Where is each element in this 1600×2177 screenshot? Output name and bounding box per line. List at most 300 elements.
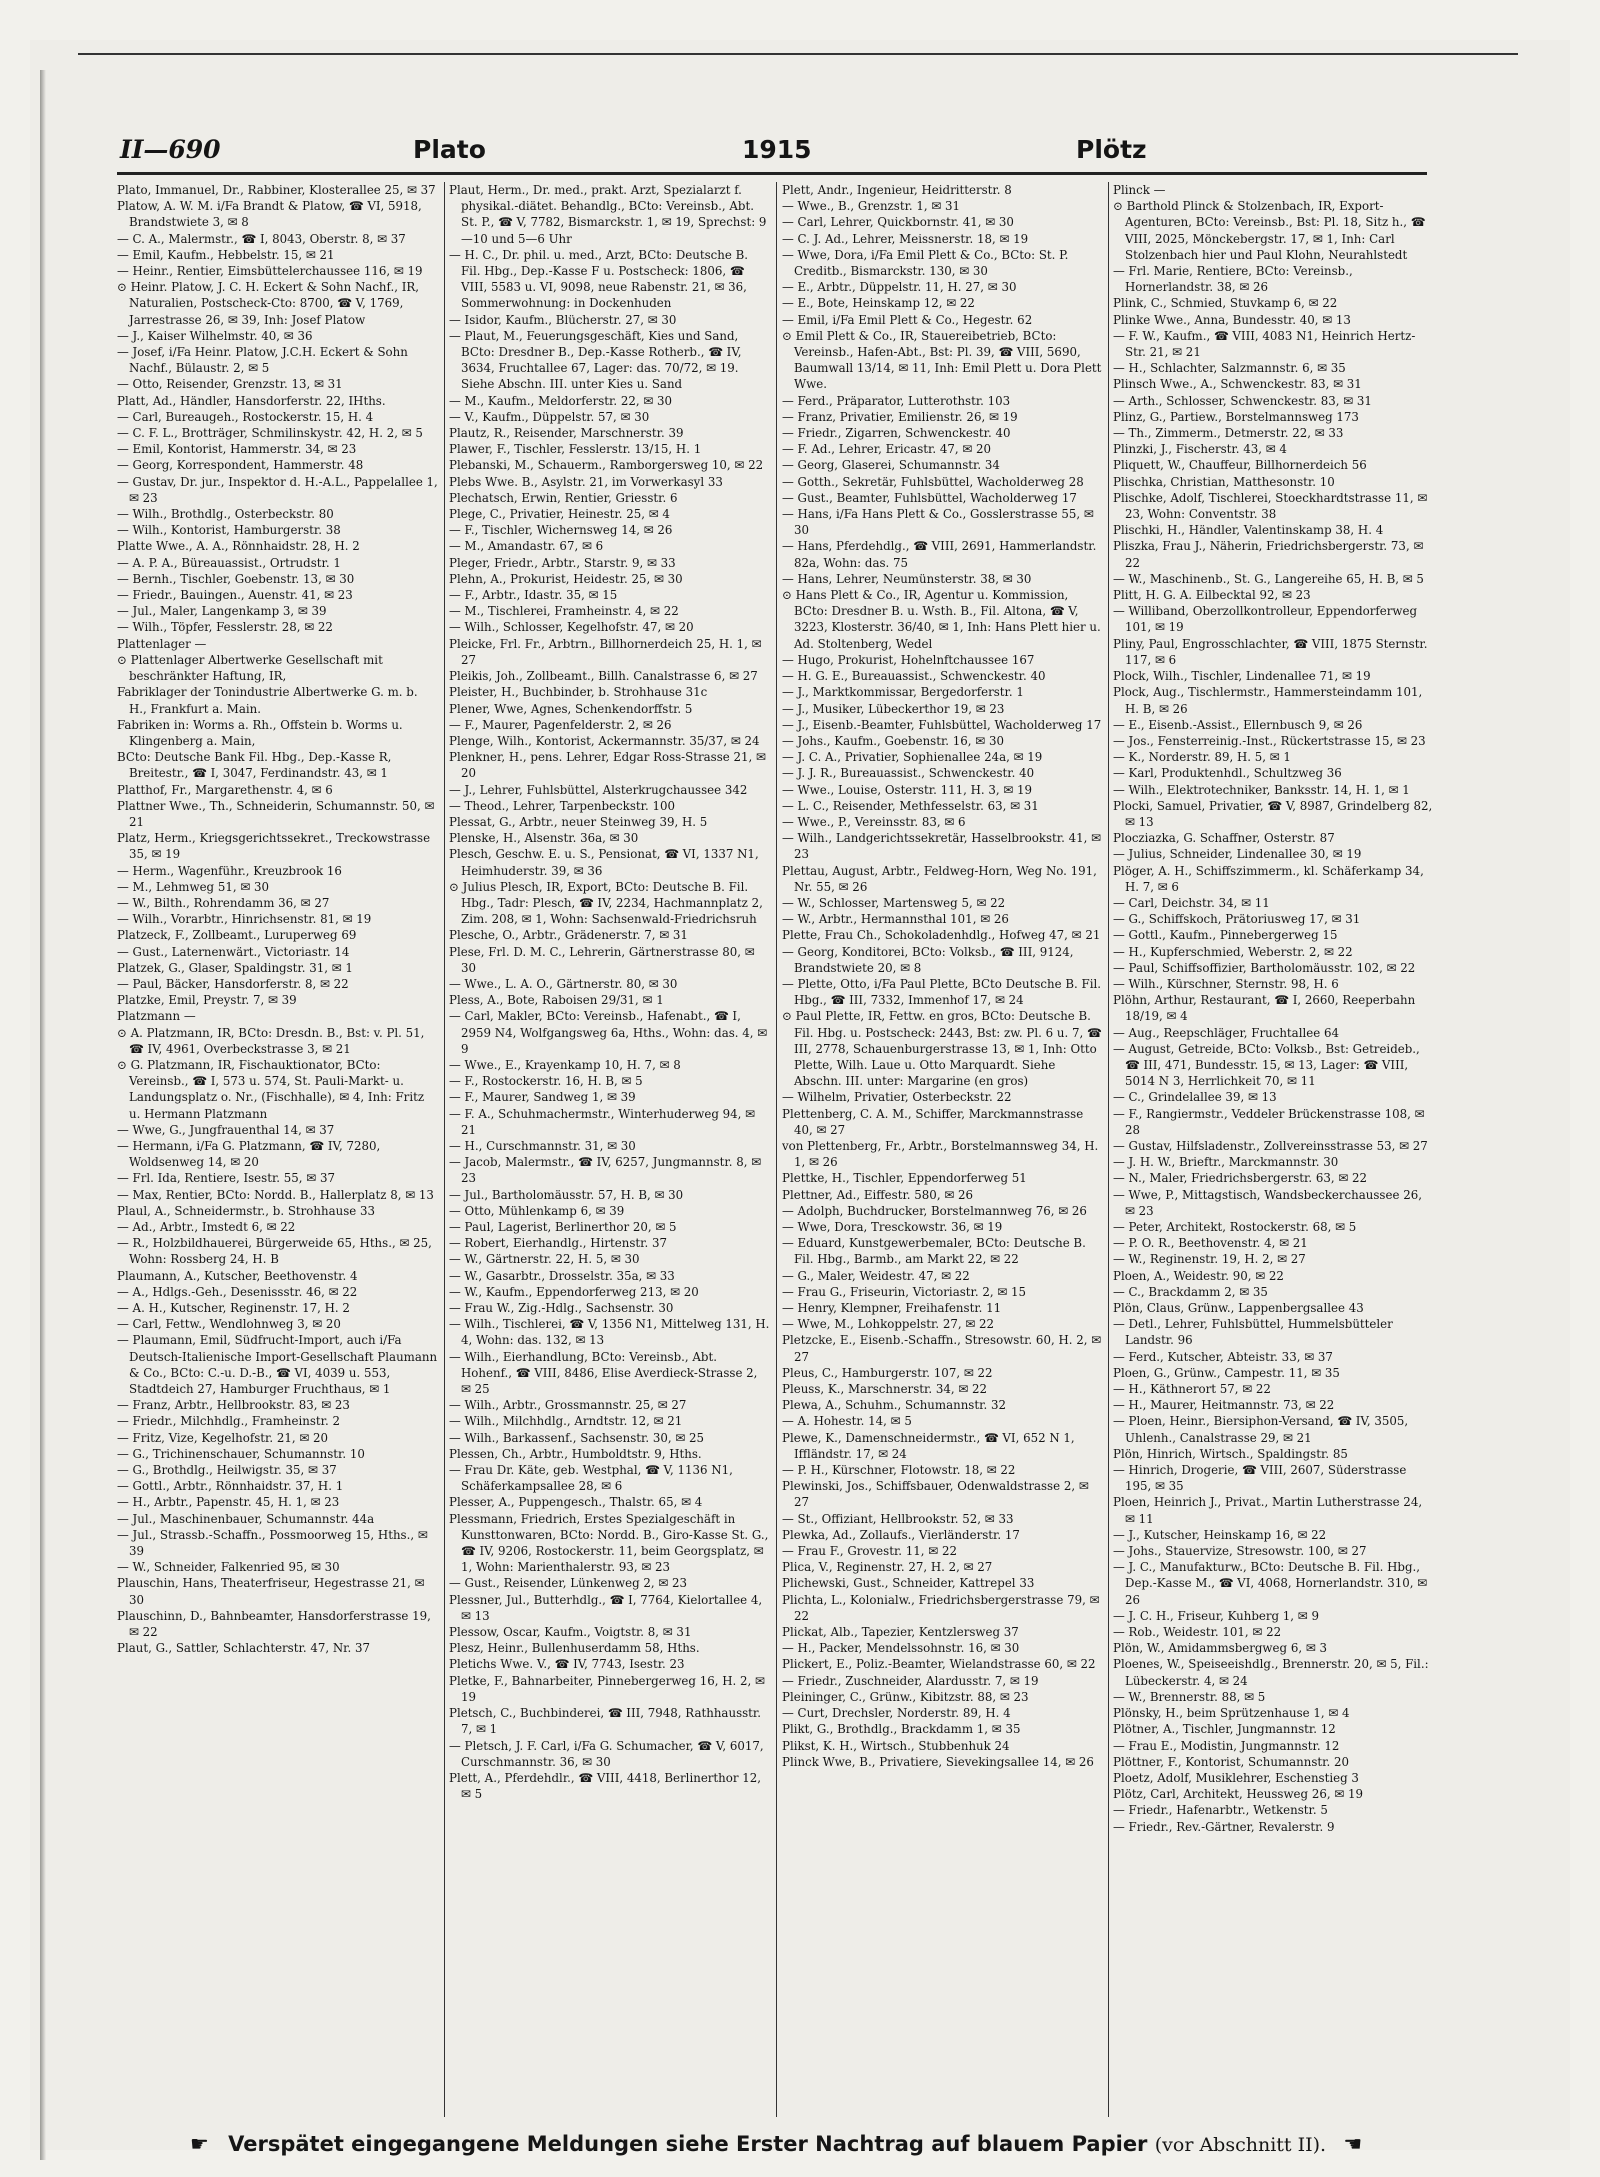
directory-entry: ⊙ Plattenlager Albertwerke Gesellschaft mit beschränkter Haftung, IR, [117,652,383,684]
directory-entry: — Frau W., Zig.-Hdlg., Sachsenstr. 30 [449,1301,674,1316]
header-rule [117,172,1427,175]
directory-entry: — Hans, i/Fa Hans Plett & Co., Gosslerstrasse 55, ✉ 30 [782,507,1094,538]
directory-entry: BCto: Deutsche Bank Fil. Hbg., Dep.-Kasse R, Breitestr., ☎ I, 3047, Ferdinandstr. 43, ✉ 1 [117,750,392,781]
directory-entry: — Gust., Beamter, Fuhlsbüttel, Wacholderweg 17 [782,490,1077,505]
directory-entry: Plötner, A., Tischler, Jungmannstr. 12 [1113,1722,1336,1737]
column-2 [449,182,771,2152]
pointing-hand-icon: ☚ [1343,2132,1363,2156]
column-divider [776,182,777,2117]
directory-entry: — Robert, Eierhandlg., Hirtenstr. 37 [449,1236,667,1251]
directory-entry: — V., Kaufm., Düppelstr. 57, ✉ 30 [449,409,650,424]
directory-entry: — W., Reginenstr. 19, H. 2, ✉ 27 [1113,1252,1306,1267]
directory-entry: Plechatsch, Erwin, Rentier, Griesstr. 6 [449,490,678,505]
directory-entry: — Wilhelm, Privatier, Osterbeckstr. 22 [782,1090,1012,1105]
directory-entry: Plesz, Heinr., Bullenhuserdamm 58, Hths. [449,1641,700,1656]
page-edge-shadow [40,70,46,2160]
directory-entry: — Fritz, Vize, Kegelhofstr. 21, ✉ 20 [117,1430,329,1445]
directory-entry: — Carl, Makler, BCto: Vereinsb., Hafenabt., ☎ I, 2959 N4, Wolfgangsweg 6a, Hths., Wohn: das. 4, ✉ 9 [449,1009,768,1056]
directory-entry: — Herm., Wagenführ., Kreuzbrook 16 [117,863,342,878]
directory-entry: Plato, Immanuel, Dr., Rabbiner, Klosterallee 25, ✉ 37 [117,183,436,197]
directory-entry: — Jacob, Malermstr., ☎ IV, 6257, Jungmannstr. 8, ✉ 23 [449,1155,762,1186]
directory-entry: Plessmann, Friedrich, Erstes Spezialgeschäft in Kunsttonwaren, BCto: Nordd. B., Giro-Kasse St. G., ☎ IV, 9206, Rostockerstr. 11, beim Georgsplatz, ✉ 1, Wohn: Marienthalerstr. 93, ✉ 23 [449,1511,769,1575]
directory-entry: Plön, W., Amidammsbergweg 6, ✉ 3 [1113,1641,1327,1656]
directory-entry: — Frau Dr. Käte, geb. Westphal, ☎ V, 1136 N1, Schäferkampsallee 28, ✉ 6 [449,1463,733,1494]
directory-entry: — C. A., Malermstr., ☎ I, 8043, Oberstr. 8, ✉ 37 [117,231,406,246]
directory-entry: Plessner, Jul., Butterhdlg., ☎ I, 7764, Kielortallee 4, ✉ 13 [449,1592,763,1623]
directory-entry: — Wilh., Tischlerei, ☎ V, 1356 N1, Mittelweg 131, H. 4, Wohn: das. 132, ✉ 13 [449,1317,770,1348]
directory-entry: — Gustav, Dr. jur., Inspektor d. H.-A.L., Pappelallee 1, ✉ 23 [117,474,438,505]
directory-entry: — H., Packer, Mendelssohnstr. 16, ✉ 30 [782,1641,1020,1656]
directory-entry: Platthof, Fr., Margarethenstr. 4, ✉ 6 [117,782,333,797]
directory-entry: Plichewski, Gust., Schneider, Kattrepel 33 [782,1576,1035,1591]
directory-entry: Fabriken in: Worms a. Rh., Offstein b. Worms u. Klingenberg a. Main, [117,717,403,748]
directory-entry: Fabriklager der Tonindustrie Albertwerke G. m. b. H., Frankfurt a. Main. [117,685,418,716]
directory-entry: Plesche, O., Arbtr., Grädenerstr. 7, ✉ 31 [449,928,688,943]
directory-entry: Plica, V., Reginenstr. 27, H. 2, ✉ 27 [782,1560,993,1575]
directory-entry: Plöger, A. H., Schiffszimmerm., kl. Schäferkamp 34, H. 7, ✉ 6 [1113,863,1424,894]
directory-entry: — Franz, Arbtr., Hellbrookstr. 83, ✉ 23 [117,1398,350,1413]
directory-entry: Pleininger, C., Grünw., Kibitzstr. 88, ✉ 23 [782,1689,1029,1704]
directory-entry: Platz, Herm., Kriegsgerichtssekret., Treckowstrasse 35, ✉ 19 [117,831,431,862]
directory-entry: — Henry, Klempner, Freihafenstr. 11 [782,1301,1002,1316]
directory-entry: Pleus, C., Hamburgerstr. 107, ✉ 22 [782,1365,993,1380]
directory-entry: — Hans, Pferdehdlg., ☎ VIII, 2691, Hammerlandstr. 82a, Wohn: das. 75 [782,539,1097,570]
directory-entry: — C. J. Ad., Lehrer, Meissnerstr. 18, ✉ 19 [782,231,1029,246]
directory-entry: — Wwe, Dora, i/Fa Emil Plett & Co., BCto: St. P. Creditb., Bismarckstr. 130, ✉ 30 [782,247,1069,279]
directory-entry: — Eduard, Kunstgewerbemaler, BCto: Deutsche B. Fil. Hbg., Barmb., am Markt 22, ✉ 22 [782,1236,1086,1267]
column-4 [1113,182,1435,2152]
directory-entry: — Wwe., E., Krayenkamp 10, H. 7, ✉ 8 [449,1057,681,1072]
directory-entry: — A. H., Kutscher, Reginenstr. 17, H. 2 [117,1301,350,1316]
directory-entry: — M., Amandastr. 67, ✉ 6 [449,539,604,554]
directory-entry: — Plette, Otto, i/Fa Paul Plette, BCto Deutsche B. Fil. Hbg., ☎ III, 7332, Immenhof 17, ✉ 24 [782,976,1102,1008]
directory-entry: Plattner Wwe., Th., Schneiderin, Schumannstr. 50, ✉ 21 [117,798,435,829]
directory-entry: Pleuss, K., Marschnerstr. 34, ✉ 22 [782,1382,987,1397]
directory-entry: Plener, Wwe, Agnes, Schenkendorffstr. 5 [449,701,693,716]
directory-entry: — Jul., Maschinenbauer, Schumannstr. 44a [117,1511,375,1526]
directory-entry: Pletke, F., Bahnarbeiter, Pinnebergerweg 16, H. 2, ✉ 19 [449,1673,765,1704]
directory-entry: Ploen, Heinrich J., Privat., Martin Lutherstrasse 24, ✉ 11 [1113,1495,1423,1526]
directory-entry: Plaumann, A., Kutscher, Beethovenstr. 4 [117,1268,358,1283]
directory-entry: — Gottl., Arbtr., Rönnhaidstr. 37, H. 1 [117,1479,344,1494]
directory-entry: Plinsch Wwe., A., Schwenckestr. 83, ✉ 31 [1113,377,1362,392]
directory-entry: Plese, Frl. D. M. C., Lehrerin, Gärtnerstrasse 80, ✉ 30 [449,944,755,975]
directory-entry: — Paul, Lagerist, Berlinerthor 20, ✉ 5 [449,1220,677,1234]
directory-entry: Ploenes, W., Speiseeishdlg., Brennerstr. 20, ✉ 5, Fil.: Lübeckerstr. 4, ✉ 24 [1113,1657,1429,1688]
directory-entry: ⊙ Paul Plette, IR, Fettw. en gros, BCto: Deutsche B. Fil. Hbg. u. Postscheck: 2443, Bst: zw. Pl. 6 u. 7, ☎ III, 2778, Schauenburgerstrasse 13, ✉ 1, Inh: Otto Plette, Wilh. Laue u. Otto Marquardt. Siehe Abschn. III. unter: Margarine (en gros) [782,1009,1102,1089]
directory-entry: — P. H., Kürschner, Flotowstr. 18, ✉ 22 [782,1463,1016,1478]
directory-entry: — Frl. Ida, Rentiere, Isestr. 55, ✉ 37 [117,1171,335,1186]
directory-entry: ⊙ Hans Plett & Co., IR, Agentur u. Kommission, BCto: Dresdner B. u. Wsth. B., Fil. Altona, ☎ V, 3223, Klosterstr. 36/40, ✉ 1, Inh: Hans Plett hier u. Ad. Stoltenberg, Wedel [782,588,1101,651]
directory-entry: — St., Offiziant, Hellbrookstr. 52, ✉ 33 [782,1511,1014,1526]
directory-entry: — W., Schlosser, Martensweg 5, ✉ 22 [782,895,1006,910]
directory-entry: Plenkner, H., pens. Lehrer, Edgar Ross-Strasse 21, ✉ 20 [449,750,766,781]
directory-entry: — Wilh., Arbtr., Grossmannstr. 25, ✉ 27 [449,1398,687,1413]
directory-entry: Plattenlager — [117,636,207,651]
directory-entry: — Frau E., Modistin, Jungmannstr. 12 [1113,1738,1340,1753]
directory-entry: Plock, Aug., Tischlermstr., Hammersteindamm 101, H. B, ✉ 26 [1113,685,1423,716]
directory-entry: — J. C., Manufakturw., BCto: Deutsche B. Fil. Hbg., Dep.-Kasse M., ☎ VI, 4068, Hornerlandstr. 310, ✉ 26 [1113,1560,1428,1607]
directory-entry: — Isidor, Kaufm., Blücherstr. 27, ✉ 30 [449,312,677,327]
directory-entry: Plewka, Ad., Zollaufs., Vierländerstr. 17 [782,1527,1020,1542]
directory-entry: — J., Lehrer, Fuhlsbüttel, Alsterkrugchaussee 342 [449,782,748,797]
directory-entry: — C., Grindelallee 39, ✉ 13 [1113,1090,1277,1105]
directory-entry: — L. C., Reisender, Methfesselstr. 63, ✉ 31 [782,798,1039,813]
directory-entry: — Friedr., Rev.-Gärtner, Revalerstr. 9 [1113,1819,1335,1834]
directory-entry: Platzke, Emil, Preystr. 7, ✉ 39 [117,993,297,1008]
directory-entry: — Jul., Strassb.-Schaffn., Possmoorweg 15, Hths., ✉ 39 [117,1527,428,1559]
directory-entry: Plocki, Samuel, Privatier, ☎ V, 8987, Grindelberg 82, ✉ 13 [1113,798,1433,829]
directory-entry: Ploen, A., Weidestr. 90, ✉ 22 [1113,1268,1284,1283]
year: 1915 [742,135,812,164]
directory-entry: — Ferd., Präparator, Lutterothstr. 103 [782,393,1011,408]
directory-entry: — A. Hohestr. 14, ✉ 5 [782,1414,912,1429]
directory-entry: — W., Gärtnerstr. 22, H. 5, ✉ 30 [449,1252,640,1267]
directory-entry: Pliszka, Frau J., Näherin, Friedrichsbergerstr. 73, ✉ 22 [1113,539,1424,570]
left-keyword: Plato [413,135,486,164]
directory-entry: — H., Käthnerort 57, ✉ 22 [1113,1382,1271,1397]
directory-entry: Plock, Wilh., Tischler, Lindenallee 71, ✉ 19 [1113,669,1371,684]
directory-entry: — Hinrich, Drogerie, ☎ VIII, 2607, Süderstrasse 195, ✉ 35 [1113,1463,1407,1494]
directory-entry: ⊙ A. Platzmann, IR, BCto: Dresdn. B., Bst: v. Pl. 51, ☎ IV, 4961, Overbeckstrasse 3, ✉ 21 [117,1025,425,1056]
directory-entry: — Rob., Weidestr. 101, ✉ 22 [1113,1625,1282,1640]
directory-entry: Plesch, Geschw. E. u. S., Pensionat, ☎ VI, 1337 N1, Heimhuderstr. 39, ✉ 36 [449,847,759,878]
directory-entry: — Arth., Schlosser, Schwenckestr. 83, ✉ 31 [1113,393,1372,408]
directory-entry: — E., Arbtr., Düppelstr. 11, H. 27, ✉ 30 [782,280,1017,295]
directory-entry: — Hans, Lehrer, Neumünsterstr. 38, ✉ 30 [782,571,1032,586]
directory-entry: Plette, Frau Ch., Schokoladenhdlg., Hofweg 47, ✉ 21 [782,928,1101,943]
directory-entry: Pless, A., Bote, Raboisen 29/31, ✉ 1 [449,993,664,1008]
directory-entry: — Georg, Konditorei, BCto: Volksb., ☎ III, 9124, Brandstwiete 20, ✉ 8 [782,944,1074,975]
directory-entry: — J. C. H., Friseur, Kuhberg 1, ✉ 9 [1113,1608,1319,1623]
directory-entry: — Detl., Lehrer, Fuhlsbüttel, Hummelsbütteler Landstr. 96 [1113,1317,1393,1348]
directory-entry: — Frau G., Friseurin, Victoriastr. 2, ✉ 15 [782,1284,1027,1299]
directory-entry: — J. H. W., Brieftr., Marckmannstr. 30 [1113,1155,1339,1170]
directory-entry: Pliquett, W., Chauffeur, Billhornerdeich 56 [1113,458,1367,473]
directory-entry: — Wwe., Louise, Osterstr. 111, H. 3, ✉ 19 [782,782,1033,797]
directory-entry: — Otto, Mühlenkamp 6, ✉ 39 [449,1203,625,1218]
directory-entry: — J., Kaiser Wilhelmstr. 40, ✉ 36 [117,328,313,343]
directory-entry: — Adolph, Buchdrucker, Borstelmannweg 76, ✉ 26 [782,1203,1087,1218]
directory-entry: — Th., Zimmerm., Detmerstr. 22, ✉ 33 [1113,426,1344,441]
directory-entry: — P. O. R., Beethovenstr. 4, ✉ 21 [1113,1236,1308,1251]
directory-entry: Plett, A., Pferdehdlr., ☎ VIII, 4418, Berlinerthor 12, ✉ 5 [449,1770,762,1802]
directory-entry: Plessat, G., Arbtr., neuer Steinweg 39, H. 5 [449,814,708,829]
directory-entry: Plewa, A., Schuhm., Schumannstr. 32 [782,1398,1006,1413]
directory-entry: — Wilh., Töpfer, Fesslerstr. 28, ✉ 22 [117,620,333,635]
directory-entry: — J., Marktkommissar, Bergedorferstr. 1 [782,685,1024,700]
directory-entry: Plischka, Christian, Matthesonstr. 10 [1113,474,1335,489]
directory-entry: Plautz, R., Reisender, Marschnerstr. 39 [449,426,684,441]
directory-entry: — Karl, Produktenhdl., Schultzweg 36 [1113,766,1342,781]
directory-entry: — M., Lehmweg 51, ✉ 30 [117,879,270,894]
directory-entry: Plötz, Carl, Architekt, Heussweg 26, ✉ 19 [1113,1787,1363,1802]
directory-entry: — Georg, Korrespondent, Hammerstr. 48 [117,458,364,473]
directory-entry: Plikt, G., Brothdlg., Brackdamm 1, ✉ 35 [782,1722,1021,1737]
directory-entry: Platzeck, F., Zollbeamt., Luruperweg 69 [117,928,357,943]
directory-entry: Plaut, Herm., Dr. med., prakt. Arzt, Spezialarzt f. physikal.-diätet. Behandlg., BCto: Vereinsb., Abt. St. P., ☎ V, 7782, Bismarckstr. 1, ✉ 19, Sprechst: 9—10 und 5—6 Uhr [449,183,767,246]
directory-entry: — Gustav, Hilfsladenstr., Zollvereinsstrasse 53, ✉ 27 [1113,1138,1428,1153]
directory-entry: — H., Maurer, Heitmannstr. 73, ✉ 22 [1113,1398,1335,1413]
directory-entry: — F. A., Schuhmachermstr., Winterhuderweg 94, ✉ 21 [449,1106,756,1137]
right-keyword: Plötz [1076,135,1147,164]
top-border [78,53,1518,55]
directory-entry: Plöhn, Arthur, Restaurant, ☎ I, 2660, Reeperbahn 18/19, ✉ 4 [1113,993,1416,1024]
directory-entry: — Georg, Glaserei, Schumannstr. 34 [782,458,1000,473]
directory-entry: Plege, C., Privatier, Heinestr. 25, ✉ 4 [449,507,670,522]
directory-entry: — Carl, Bureaugeh., Rostockerstr. 15, H. 4 [117,409,374,424]
directory-entry: Pletsch, C., Buchbinderei, ☎ III, 7948, Rathhausstr. 7, ✉ 1 [449,1706,762,1737]
directory-entry: — J. C. A., Privatier, Sophienallee 24a, ✉ 19 [782,750,1043,765]
column-1 [117,182,439,2152]
directory-entry: — C. F. L., Brotträger, Schmilinskystr. 42, H. 2, ✉ 5 [117,426,423,441]
directory-entry: — Paul, Bäcker, Hansdorferstr. 8, ✉ 22 [117,976,349,991]
directory-entry: Platzmann — [117,1009,196,1024]
directory-entry: — H. G. E., Bureauassist., Schwenckestr. 40 [782,669,1046,684]
directory-entry: — Williband, Oberzollkontrolleur, Eppendorferweg 101, ✉ 19 [1113,604,1417,635]
directory-entry: — W., Schneider, Falkenried 95, ✉ 30 [117,1560,340,1575]
directory-entry: Plett, Andr., Ingenieur, Heidritterstr. 8 [782,183,1012,197]
directory-entry: — Friedr., Milchhdlg., Framheinstr. 2 [117,1414,340,1429]
directory-entry: — Wwe, M., Lohkoppelstr. 27, ✉ 22 [782,1317,995,1332]
directory-entry: — Ploen, Heinr., Biersiphon-Versand, ☎ IV, 3505, Uhlenh., Canalstrasse 29, ✉ 21 [1113,1414,1409,1445]
directory-entry: ⊙ Julius Plesch, IR, Export, BCto: Deutsche B. Fil. Hbg., Tadr: Plesch, ☎ IV, 2234, Hachmannplatz 2, Zim. 208, ✉ 1, Wohn: Sachsenwald-Friedrichsruh [449,879,763,927]
directory-entry: — Julius, Schneider, Lindenallee 30, ✉ 19 [1113,847,1362,862]
directory-entry: — Wilh., Kürschner, Sternstr. 98, H. 6 [1113,976,1339,991]
directory-entry: Plettke, H., Tischler, Eppendorferweg 51 [782,1171,1027,1186]
directory-entry: — Wilh., Barkassenf., Sachsenstr. 30, ✉ 25 [449,1430,705,1445]
directory-entry: — J., Kutscher, Heinskamp 16, ✉ 22 [1113,1527,1327,1542]
directory-entry: — A., Hdlgs.-Geh., Desenissstr. 46, ✉ 22 [117,1284,358,1299]
directory-entry: — W., Gasarbtr., Drosselstr. 35a, ✉ 33 [449,1268,675,1283]
directory-entry: Platzek, G., Glaser, Spaldingstr. 31, ✉ 1 [117,960,353,975]
directory-entry: — Jul., Bartholomäusstr. 57, H. B, ✉ 30 [449,1187,684,1202]
directory-entry: — H., Schlachter, Salzmannstr. 6, ✉ 35 [1113,361,1346,376]
directory-entry: Pliny, Paul, Engrosschlachter, ☎ VIII, 1875 Sternstr. 117, ✉ 6 [1113,636,1428,667]
directory-entry: — F., Rostockerstr. 16, H. B, ✉ 5 [449,1074,643,1089]
directory-entry: — R., Holzbildhauerei, Bürgerweide 65, Hths., ✉ 25, Wohn: Rossberg 24, H. B [117,1236,432,1267]
directory-entry: — Carl, Lehrer, Quickbornstr. 41, ✉ 30 [782,215,1014,230]
directory-entry: Plebanski, M., Schauerm., Ramborgersweg 10, ✉ 22 [449,458,764,473]
directory-entry: — Wwe, Dora, Tresckowstr. 36, ✉ 19 [782,1220,1003,1234]
directory-entry: — Carl, Fettw., Wendlohnweg 3, ✉ 20 [117,1317,341,1332]
directory-entry: — Wilh., Vorarbtr., Hinrichsenstr. 81, ✉ 19 [117,912,372,927]
page-number: II—690 [120,135,221,164]
directory-entry: — H. C., Dr. phil. u. med., Arzt, BCto: Deutsche B. Fil. Hbg., Dep.-Kasse F u. Postscheck: 1806, ☎ VIII, 5583 u. VI, 9098, neue Rabenstr. 21, ✉ 36, Sommerwohnung: in Dockenhuden [449,247,749,311]
directory-entry: Plocziazka, G. Schaffner, Osterstr. 87 [1113,831,1335,846]
directory-entry: Platte Wwe., A. A., Rönnhaidstr. 28, H. 2 [117,539,360,554]
directory-entry: Plewinski, Jos., Schiffsbauer, Odenwaldstrasse 2, ✉ 27 [782,1479,1089,1510]
directory-entry: — C., Brackdamm 2, ✉ 35 [1113,1284,1268,1299]
directory-entry: Plaut, G., Sattler, Schlachterstr. 47, Nr. 37 [117,1641,371,1656]
directory-entry: — Gust., Laternenwärt., Victoriastr. 14 [117,944,350,959]
directory-entry: — Ad., Arbtr., Imstedt 6, ✉ 22 [117,1220,296,1234]
directory-entry: Plinke Wwe., Anna, Bundesstr. 40, ✉ 13 [1113,312,1351,327]
directory-entry: ⊙ Heinr. Platow, J. C. H. Eckert & Sohn Nachf., IR, Naturalien, Postscheck-Cto: 8700, ☎ V, 1769, Jarrestrasse 26, ✉ 39, Inh: Josef Platow [117,280,420,327]
column-3 [782,182,1104,2152]
directory-entry: Pletichs Wwe. V., ☎ IV, 7743, Isestr. 23 [449,1657,685,1672]
directory-entry: — August, Getreide, BCto: Volksb., Bst: Getreideb., ☎ III, 471, Bundesstr. 15, ✉ 13, Lager: ☎ VIII, 5014 N 3, Herrlichkeit 70, ✉ 11 [1113,1041,1420,1089]
directory-entry: Plön, Claus, Grünw., Lappenbergsallee 43 [1113,1301,1364,1316]
directory-entry: — Wwe, G., Jungfrauenthal 14, ✉ 37 [117,1122,335,1137]
directory-entry: Plön, Hinrich, Wirtsch., Spaldingstr. 85 [1113,1446,1348,1461]
directory-entry: — Johs., Stauervize, Stresowstr. 100, ✉ 27 [1113,1544,1367,1559]
directory-entry: Plinck — [1113,183,1166,197]
directory-entry: — W., Arbtr., Hermannsthal 101, ✉ 26 [782,912,1009,927]
directory-entry: — Friedr., Hafenarbtr., Wetkenstr. 5 [1113,1803,1328,1818]
directory-entry: — J., Musiker, Lübeckerthor 19, ✉ 23 [782,701,1005,716]
directory-entry: Plauschin, Hans, Theaterfriseur, Hegestrasse 21, ✉ 30 [117,1576,425,1607]
footer-notice-text: Verspätet eingegangene Meldungen siehe Erster Nachtrag auf blauem Papier [228,2132,1148,2156]
directory-entry: Plönsky, H., beim Sprützenhause 1, ✉ 4 [1113,1706,1350,1721]
directory-entry: — Wilh., Brothdlg., Osterbeckstr. 80 [117,507,334,522]
directory-entry: — Carl, Deichstr. 34, ✉ 11 [1113,895,1270,910]
directory-entry: — Franz, Privatier, Emilienstr. 26, ✉ 19 [782,409,1018,424]
directory-entry: — W., Maschinenb., St. G., Langereihe 65, H. B, ✉ 5 [1113,571,1424,586]
directory-entry: — Frau F., Grovestr. 11, ✉ 22 [782,1544,957,1559]
directory-entry: — Wwe., L. A. O., Gärtnerstr. 80, ✉ 30 [449,976,678,991]
directory-entry: — Ferd., Kutscher, Abteistr. 33, ✉ 37 [1113,1349,1333,1364]
directory-entry: — G., Maler, Weidestr. 47, ✉ 22 [782,1268,970,1283]
directory-entry: Plawer, F., Tischler, Fesslerstr. 13/15, H. 1 [449,442,702,457]
directory-entry: — F., Maurer, Sandweg 1, ✉ 39 [449,1090,636,1105]
directory-entry: Plöttner, F., Kontorist, Schumannstr. 20 [1113,1754,1350,1769]
directory-entry: Plehn, A., Prokurist, Heidestr. 25, ✉ 30 [449,571,683,586]
directory-entry: — Aug., Reepschläger, Fruchtallee 64 [1113,1025,1339,1040]
directory-entry: — Pletsch, J. F. Carl, i/Fa G. Schumacher, ☎ V, 6017, Curschmannstr. 36, ✉ 30 [449,1738,764,1769]
directory-entry: — Heinr., Rentier, Eimsbüttelerchaussee 116, ✉ 19 [117,264,423,279]
directory-entry: — Wilh., Elektrotechniker, Banksstr. 14, H. 1, ✉ 1 [1113,782,1410,797]
directory-entry: Plaul, A., Schneidermstr., b. Strohhause 33 [117,1203,376,1218]
directory-entry: Plischki, H., Händler, Valentinskamp 38, H. 4 [1113,523,1384,538]
directory-entry: Plinzki, J., Fischerstr. 43, ✉ 4 [1113,442,1287,457]
directory-entry: Plettenberg, C. A. M., Schiffer, Marckmannstrasse 40, ✉ 27 [782,1106,1084,1137]
directory-entry: — Emil, Kontorist, Hammerstr. 34, ✉ 23 [117,442,357,457]
directory-entry: Plikst, K. H., Wirtsch., Stubbenhuk 24 [782,1738,1010,1753]
directory-entry: Plickert, E., Poliz.-Beamter, Wielandstrasse 60, ✉ 22 [782,1657,1096,1672]
directory-entry: — Hugo, Prokurist, Hohelnftchaussee 167 [782,652,1035,667]
directory-entry: — Wilh., Kontorist, Hamburgerstr. 38 [117,523,341,538]
directory-entry: — F., Tischler, Wichernsweg 14, ✉ 26 [449,523,673,538]
directory-entry: — Wilh., Landgerichtssekretär, Hasselbrookstr. 41, ✉ 23 [782,831,1101,862]
directory-entry: — Wilh., Schlosser, Kegelhofstr. 47, ✉ 20 [449,620,694,635]
directory-entry: Ploetz, Adolf, Musiklehrer, Eschenstieg 3 [1113,1770,1359,1785]
directory-entry: Plessen, Ch., Arbtr., Humboldtstr. 9, Hths. [449,1446,702,1461]
directory-entry: Plettau, August, Arbtr., Feldweg-Horn, Weg No. 191, Nr. 55, ✉ 26 [782,863,1097,894]
directory-entry: Plesser, A., Puppengesch., Thalstr. 65, ✉ 4 [449,1495,703,1510]
directory-entry: Pletzcke, E., Eisenb.-Schaffn., Stresowstr. 60, H. 2, ✉ 27 [782,1333,1102,1364]
directory-entry: von Plettenberg, Fr., Arbtr., Borstelmannsweg 34, H. 1, ✉ 26 [782,1138,1099,1170]
directory-entry: — W., Bilth., Rohrendamm 36, ✉ 27 [117,895,330,910]
directory-entry: — Max, Rentier, BCto: Nordd. B., Hallerplatz 8, ✉ 13 [117,1187,434,1202]
directory-entry: — Plaumann, Emil, Südfrucht-Import, auch i/Fa Deutsch-Italienische Import-Gesellschaft Plaumann & Co., BCto: C.-u. D.-B., ☎ VI, 4039 u. 553, Stadtdeich 27, Hamburger Fruchthaus, ✉ 1 [117,1333,438,1397]
directory-entry: — J. J. R., Bureauassist., Schwenckestr. 40 [782,766,1035,781]
column-divider [444,182,445,2117]
directory-entry: — F., Rangiermstr., Veddeler Brückenstrasse 108, ✉ 28 [1113,1106,1425,1137]
directory-entry: — Curt, Drechsler, Norderstr. 89, H. 4 [782,1706,1011,1721]
directory-entry: — Paul, Schiffsoffizier, Bartholomäusstr. 102, ✉ 22 [1113,960,1416,975]
directory-entry: — F. Ad., Lehrer, Ericastr. 47, ✉ 20 [782,442,992,457]
column-divider [1108,182,1109,2117]
directory-entry: — Peter, Architekt, Rostockerstr. 68, ✉ 5 [1113,1220,1357,1234]
page-header [120,135,1430,175]
directory-entry: — Emil, Kaufm., Hebbelstr. 15, ✉ 21 [117,247,335,262]
directory-entry: — H., Arbtr., Papenstr. 45, H. 1, ✉ 23 [117,1495,340,1510]
directory-entry: — F. W., Kaufm., ☎ VIII, 4083 N1, Heinrich Hertz-Str. 21, ✉ 21 [1113,328,1416,360]
directory-entry: — Wwe, P., Mittagstisch, Wandsbeckerchaussee 26, ✉ 23 [1113,1187,1422,1218]
directory-entry: — Johs., Kaufm., Goebenstr. 16, ✉ 30 [782,733,1004,748]
directory-entry: — G., Schiffskoch, Prätoriusweg 17, ✉ 31 [1113,912,1361,927]
directory-entry: — Wwe., B., Grenzstr. 1, ✉ 31 [782,199,961,214]
directory-entry: — Frl. Marie, Rentiere, BCto: Vereinsb., Hornerlandstr. 38, ✉ 26 [1113,264,1353,295]
directory-entry: ⊙ Barthold Plinck & Stolzenbach, IR, Export-Agenturen, BCto: Vereinsb., Bst: Pl. 18, Sitz h., ☎ VIII, 2025, Mönckebergstr. 17, ✉ 1, Inh: Carl Stolzenbach hier und Paul Klohn, Neurahlstedt [1113,199,1426,262]
directory-entry: Plickat, Alb., Tapezier, Kentzlersweg 37 [782,1625,1019,1640]
directory-entry: — H., Curschmannstr. 31, ✉ 30 [449,1138,636,1153]
directory-entry: — M., Kaufm., Meldorferstr. 22, ✉ 30 [449,393,673,408]
footer-note: (vor Abschnitt II). [1154,2134,1327,2156]
directory-entry: — Hermann, i/Fa G. Platzmann, ☎ IV, 7280, Woldsenweg 14, ✉ 20 [117,1138,381,1170]
directory-entry: — Wwe., P., Vereinsstr. 83, ✉ 6 [782,814,966,829]
directory-entry: Plinck Wwe, B., Privatiere, Sievekingsallee 14, ✉ 26 [782,1754,1094,1769]
directory-entry: — Friedr., Bauingen., Auenstr. 41, ✉ 23 [117,588,353,603]
directory-entry: — Friedr., Zigarren, Schwenckestr. 40 [782,426,1011,441]
directory-entry: — F., Maurer, Pagenfelderstr. 2, ✉ 26 [449,717,672,732]
directory-entry: Pleger, Friedr., Arbtr., Starstr. 9, ✉ 33 [449,555,676,570]
directory-entry: — F., Arbtr., Idastr. 35, ✉ 15 [449,588,618,603]
directory-entry: ⊙ G. Platzmann, IR, Fischauktionator, BCto: Vereinsb., ☎ I, 573 u. 574, St. Pauli-Markt- u. Landungsplatz o. Nr., (Fischhalle), ✉ 4, Inh: Fritz u. Hermann Platzmann [117,1057,425,1121]
directory-entry: — N., Maler, Friedrichsbergerstr. 63, ✉ 22 [1113,1171,1368,1186]
directory-entry: — J., Eisenb.-Beamter, Fuhlsbüttel, Wacholderweg 17 [782,717,1102,732]
directory-entry: — Emil, i/Fa Emil Plett & Co., Hegestr. 62 [782,312,1033,327]
directory-entry: Plinz, G., Partiew., Borstelmannsweg 173 [1113,409,1359,424]
directory-entry: — E., Bote, Heinskamp 12, ✉ 22 [782,296,975,311]
directory-entry: — E., Eisenb.-Assist., Ellernbusch 9, ✉ 26 [1113,717,1363,732]
directory-entry: — A. P. A., Büreauassist., Ortrudstr. 1 [117,555,341,570]
directory-entry: Pleikis, Joh., Zollbeamt., Billh. Canalstrasse 6, ✉ 27 [449,669,758,684]
directory-entry: Pleicke, Frl. Fr., Arbtrn., Billhornerdeich 25, H. 1, ✉ 27 [449,636,762,667]
directory-entry: — Gotth., Sekretär, Fuhlsbüttel, Wacholderweg 28 [782,474,1084,489]
directory-entry: Pleister, H., Buchbinder, b. Strohhause 31c [449,685,708,700]
directory-entry: — Jos., Fensterreinig.-Inst., Rückertstrasse 15, ✉ 23 [1113,733,1426,748]
directory-entry: — Josef, i/Fa Heinr. Platow, J.C.H. Eckert & Sohn Nachf., Bülaustr. 2, ✉ 5 [117,345,408,376]
directory-entry: Plischke, Adolf, Tischlerei, Stoeckhardtstrasse 11, ✉ 23, Wohn: Conventstr. 38 [1113,490,1428,522]
directory-entry: — K., Norderstr. 89, H. 5, ✉ 1 [1113,750,1291,765]
directory-entry: Plebs Wwe. B., Asylstr. 21, im Vorwerkasyl 33 [449,474,723,489]
directory-entry: Plink, C., Schmied, Stuvkamp 6, ✉ 22 [1113,296,1338,311]
directory-entry: Plessow, Oscar, Kaufm., Voigtstr. 8, ✉ 31 [449,1625,692,1640]
directory-entry: — G., Brothdlg., Heilwigstr. 35, ✉ 37 [117,1463,337,1478]
directory-entry: — Wilh., Eierhandlung, BCto: Vereinsb., Abt. Hohenf., ☎ VIII, 8486, Elise Averdieck-Strasse 2, ✉ 25 [449,1349,758,1397]
directory-entry: Plettner, Ad., Eiffestr. 580, ✉ 26 [782,1187,973,1202]
directory-entry: — Theod., Lehrer, Tarpenbeckstr. 100 [449,798,675,813]
directory-entry: — W., Brennerstr. 88, ✉ 5 [1113,1689,1266,1704]
directory-entry: — Friedr., Zuschneider, Alardusstr. 7, ✉ 19 [782,1673,1039,1688]
directory-entry: — Wilh., Milchhdlg., Arndtstr. 12, ✉ 21 [449,1414,683,1429]
directory-entry: — W., Kaufm., Eppendorferweg 213, ✉ 20 [449,1284,699,1299]
directory-entry: — Gust., Reisender, Lünkenweg 2, ✉ 23 [449,1576,688,1591]
directory-entry: Platt, Ad., Händler, Hansdorferstr. 22, IHths. [117,393,386,408]
directory-entry: — H., Kupferschmied, Weberstr. 2, ✉ 22 [1113,944,1353,959]
directory-entry: Ploen, G., Grünw., Campestr. 11, ✉ 35 [1113,1365,1340,1380]
directory-entry: — Jul., Maler, Langenkamp 3, ✉ 39 [117,604,327,619]
directory-entry: Plichta, L., Kolonialw., Friedrichsbergerstrasse 79, ✉ 22 [782,1592,1100,1623]
directory-entry: Plenge, Wilh., Kontorist, Ackermannstr. 35/37, ✉ 24 [449,733,760,748]
directory-entry: Plewe, K., Damenschneidermstr., ☎ VI, 652 N 1, Iffländstr. 17, ✉ 24 [782,1430,1075,1461]
directory-entry: — Otto, Reisender, Grenzstr. 13, ✉ 31 [117,377,343,392]
pointing-hand-icon: ☛ [190,2132,209,2156]
directory-entry: — Bernh., Tischler, Goebenstr. 13, ✉ 30 [117,571,355,586]
directory-entry: — Plaut, M., Feuerungsgeschäft, Kies und Sand, BCto: Dresdner B., Dep.-Kasse Rotherb., ☎ IV, 3634, Fruchtallee 67, Lager: das. 70/72, ✉ 19. Siehe Abschn. III. unter Kies u. Sand [449,328,742,392]
